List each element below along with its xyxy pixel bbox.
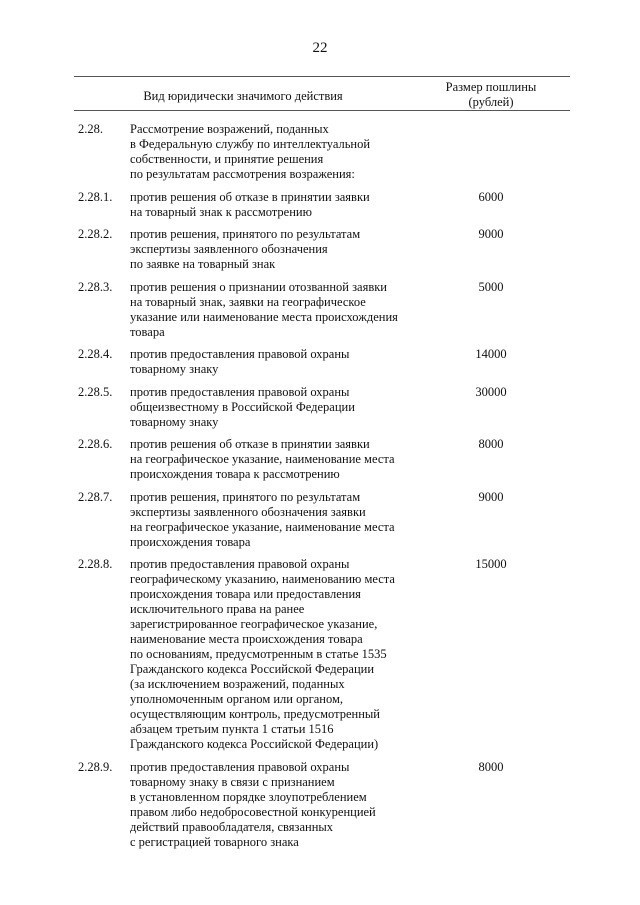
row-description: против решения, принятого по результатам экспертизы заявленного обозначения заявки на географическое указание, наименование места происхождения товара: [130, 489, 395, 549]
row-description: против предоставления правовой охраны общеизвестному в Российской Федерации товарному знаку: [130, 384, 355, 429]
row-fee: 9000: [478, 489, 504, 504]
row-description: против решения об отказе в принятии заявки на географическое указание, наименование места происхождения товара к рассмотрению: [130, 437, 395, 481]
header-bottom-rule: [74, 110, 570, 111]
row-fee: 8000: [478, 759, 504, 774]
table-row: [74, 437, 570, 482]
page-number: 22: [312, 40, 328, 56]
fee-table: [74, 122, 570, 857]
table-row: [74, 760, 570, 850]
table-row: [74, 122, 570, 182]
table-row: [74, 557, 570, 752]
row-number: 2.28.8.: [78, 557, 113, 571]
header-fee: Размер пошлины (рублей): [445, 80, 537, 109]
row-description: против предоставления правовой охраны географическому указанию, наименованию места происхождения товара или предоставления исключительного права на ранее зарегистрированное географическое указание, наименование места происхождения товара по основаниям, предусмотренным в статье 1535 Гражданского кодекса Российской Федерации (за исключением возражений, поданных уполномоченным органом или органом, осуществляющим контроль, предусмотренный абзацем третьим пункта 1 статьи 1516 Гражданского кодекса Российской Федерации): [130, 557, 395, 751]
table-row: [74, 347, 570, 377]
row-fee: 9000: [478, 227, 504, 241]
row-fee: [412, 122, 570, 182]
row-fee: 8000: [478, 437, 504, 451]
table-row: [74, 190, 570, 220]
row-number: 2.28.7.: [78, 489, 113, 504]
table-row: [74, 385, 570, 430]
row-description: против предоставления правовой охраны товарному знаку: [130, 347, 350, 376]
header-top-rule: [74, 76, 570, 77]
row-fee: 6000: [478, 189, 504, 204]
row-number: 2.28.: [78, 122, 103, 136]
table-row: [74, 490, 570, 550]
row-description: против предоставления правовой охраны товарному знаку в связи с признанием в установленном порядке злоупотреблением правом либо недобросовестной конкуренцией действий правообладателя, связанных с регистрацией товарного знака: [130, 759, 376, 849]
row-number: 2.28.4.: [78, 347, 113, 361]
table-row: [74, 280, 570, 340]
row-number: 2.28.3.: [78, 279, 113, 294]
row-description: против решения об отказе в принятии заявки на товарный знак к рассмотрению: [130, 189, 370, 219]
row-number: 2.28.5.: [78, 384, 113, 399]
row-fee: 5000: [478, 279, 504, 294]
row-number: 2.28.9.: [78, 759, 113, 774]
header-action: Вид юридически значимого действия: [143, 89, 343, 103]
row-number: 2.28.1.: [78, 189, 113, 204]
table-row: [74, 227, 570, 272]
row-description: против решения о признании отозванной заявки на товарный знак, заявки на географическое указание или наименование места происхождения товара: [130, 279, 398, 339]
row-description: Рассмотрение возражений, поданных в Федеральную службу по интеллектуальной собственности, и принятие решения по результатам рассмотрения возражения:: [130, 122, 371, 181]
row-description: против решения, принятого по результатам экспертизы заявленного обозначения по заявке на товарный знак: [130, 227, 361, 271]
row-number: 2.28.6.: [78, 437, 113, 451]
row-fee: 14000: [475, 347, 507, 361]
row-fee: 15000: [475, 557, 507, 571]
row-number: 2.28.2.: [78, 227, 113, 241]
row-fee: 30000: [475, 384, 507, 399]
